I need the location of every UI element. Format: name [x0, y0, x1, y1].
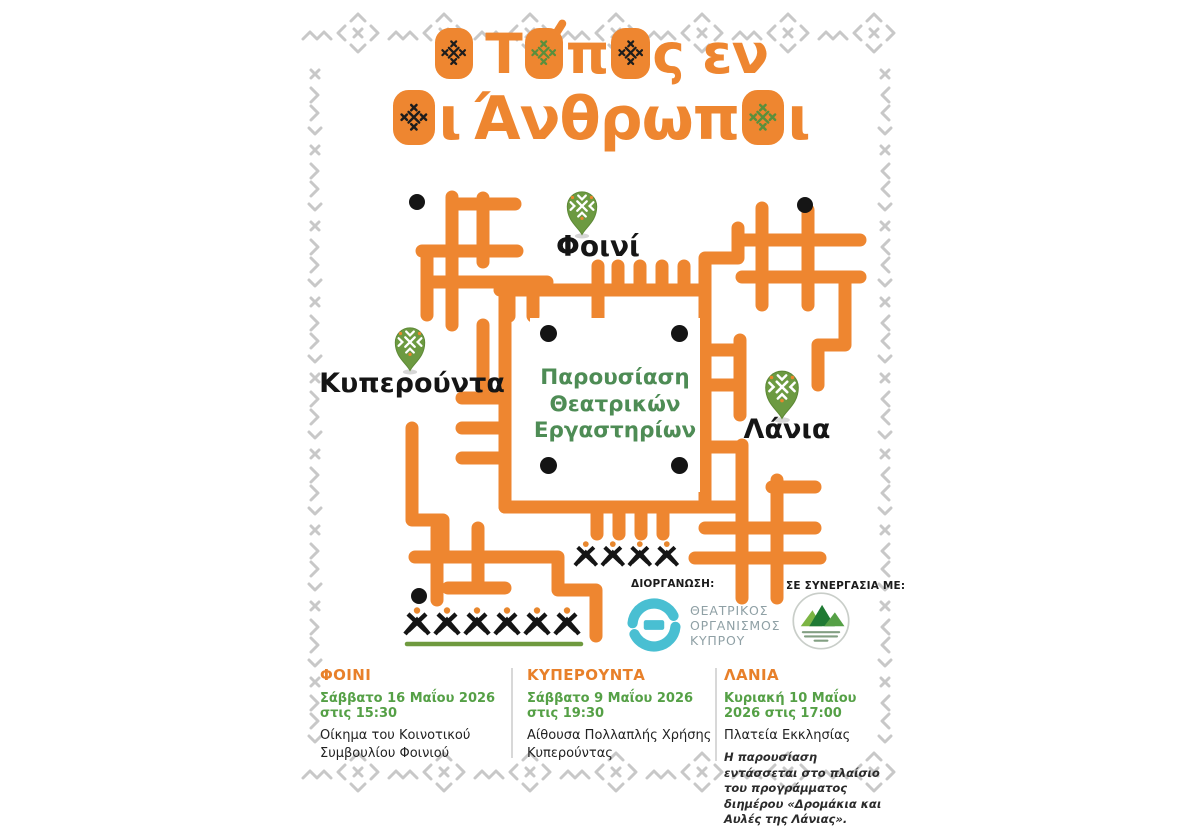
label-lania: Λάνια: [743, 414, 831, 445]
title-segment: π: [565, 22, 609, 86]
center-box-line: Εργαστηρίων: [533, 418, 697, 444]
decorated-omicron-icon: [742, 90, 784, 145]
decorated-omicron-accent-icon: [525, 28, 564, 79]
event-foini: [320, 666, 512, 763]
folk-motif-large: [405, 607, 581, 644]
event-venue: Οίκημα του Κοινοτικού Συμβουλίου Φοινιού: [320, 728, 471, 762]
title-segment: Τ: [485, 22, 522, 86]
organizer-label: ΔΙΟΡΓΑΝΩΣΗ:: [631, 578, 715, 590]
organizer-name-line: ΚΥΠΡΟΥ: [690, 633, 746, 648]
event-town: ΚΥΠΕΡΟΥΝΤΑ: [527, 666, 646, 684]
label-kyperounta: Κυπερούντα: [319, 368, 505, 399]
center-announcement-box: [530, 318, 700, 492]
decorated-omicron-icon: [435, 28, 474, 79]
partner-label: ΣΕ ΣΥΝΕΡΓΑΣΙΑ ΜΕ:: [786, 580, 906, 592]
title-line-1: [300, 22, 900, 86]
thoc-logo-icon: [626, 596, 682, 654]
event-datetime: Σάββατο 9 Μαΐου 2026 στις 19:30: [527, 691, 694, 721]
footer-divider: [715, 668, 717, 761]
poster-title: [300, 22, 900, 155]
event-town: ΦΟΙΝΙ: [320, 666, 372, 684]
event-venue: Αίθουσα Πολλαπλής Χρήσης Κυπερούντας: [527, 728, 712, 762]
title-segment: ι: [787, 84, 810, 155]
event-datetime: Κυριακή 10 Μαΐου 2026 στις 17:00: [724, 691, 857, 721]
corner-dot: [671, 325, 688, 342]
center-box-line: Παρουσίαση: [540, 365, 690, 391]
decorated-omicron-icon: [393, 90, 435, 145]
label-foini: Φοινί: [556, 230, 640, 263]
decorated-omicron-icon: [611, 28, 650, 79]
corner-dot: [540, 325, 557, 342]
event-datetime: Σάββατο 16 Μαΐου 2026 στις 15:30: [320, 691, 496, 721]
organizer-name-line: ΘΕΑΤΡΙΚΟΣ: [690, 603, 769, 618]
event-town: ΛΑΝΙΑ: [724, 666, 779, 684]
event-poster: [300, 0, 906, 827]
right-border-pattern: [879, 70, 891, 742]
folk-motif-small: [575, 541, 678, 565]
organizer-name: [690, 603, 780, 648]
title-segment: ς εν: [652, 22, 769, 86]
organizer-name-line: ΟΡΓΑΝΙΣΜΟΣ: [690, 618, 781, 633]
event-kyperounta: [527, 666, 712, 763]
center-box-line: Θεατρικών: [549, 391, 681, 417]
event-lania: [724, 666, 890, 828]
corner-dot: [671, 457, 688, 474]
event-note: Η παρουσίαση εντάσσεται στο πλαίσιο του προγράμματος διημέρου «Δρομάκια και Αυλές της Λάνιας».: [724, 750, 882, 827]
corner-dot: [540, 457, 557, 474]
left-border-pattern: [309, 70, 321, 742]
title-segment: Άνθρωπ: [472, 84, 740, 155]
title-segment: ι: [438, 84, 461, 155]
event-venue: Πλατεία Εκκλησίας: [724, 728, 851, 743]
partner-mountains-logo-icon: [791, 590, 851, 654]
title-line-2: [300, 84, 900, 155]
